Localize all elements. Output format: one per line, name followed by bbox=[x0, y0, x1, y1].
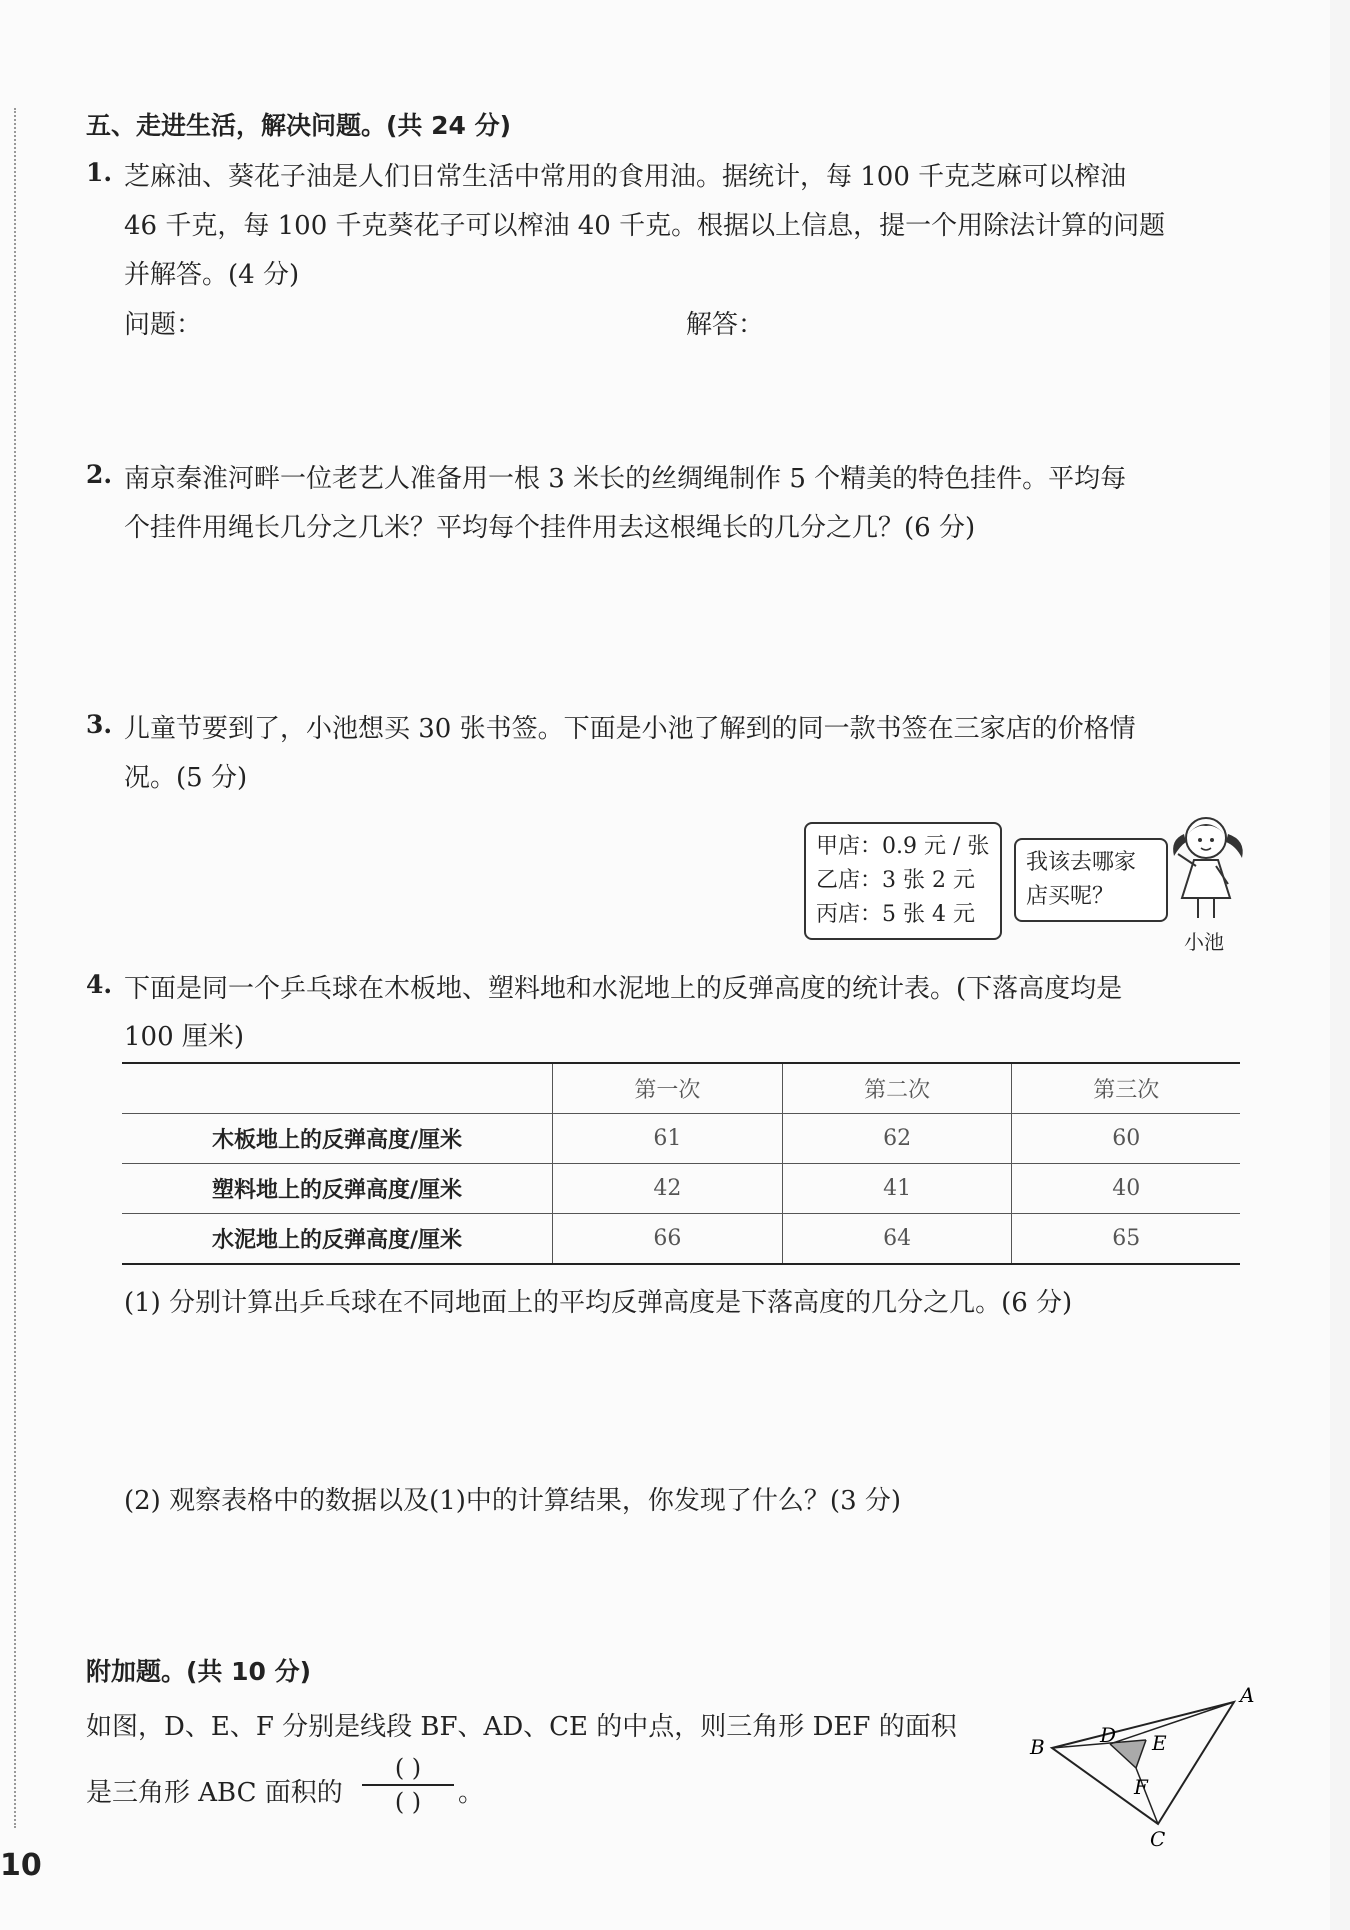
point-d-label: D bbox=[1100, 1723, 1117, 1747]
row-label: 塑料地上的反弹高度/厘米 bbox=[122, 1164, 553, 1214]
table-cell: 65 bbox=[1012, 1214, 1240, 1265]
fraction-numerator-blank: ( ) bbox=[394, 1754, 422, 1782]
speech-line2: 店买呢？ bbox=[1026, 884, 1115, 910]
q4-line2: 100 厘米) bbox=[124, 1022, 245, 1052]
section-title: 五、走进生活，解决问题。(共 24 分) bbox=[86, 111, 512, 140]
table-cell: 60 bbox=[1012, 1114, 1240, 1164]
table-row bbox=[122, 1164, 1240, 1214]
q2-line1: 南京秦淮河畔一位老艺人准备用一根 3 米长的丝绸绳制作 5 个精美的特色挂件。平均每 bbox=[124, 464, 1127, 494]
speech-line1: 我该去哪家 bbox=[1026, 850, 1137, 875]
q4-sub2: (2) 观察表格中的数据以及(1)中的计算结果，你发现了什么？(3 分) bbox=[124, 1486, 902, 1516]
triangle-abc bbox=[1052, 1702, 1234, 1824]
vertex-b-label: B bbox=[1030, 1735, 1045, 1759]
q1-line3: 并解答。(4 分) bbox=[124, 260, 300, 290]
price-shop-b: 乙店：3 张 2 元 bbox=[816, 868, 975, 894]
price-shop-a: 甲店：0.9 元 / 张 bbox=[816, 834, 990, 859]
q1-question-label: 问题： bbox=[124, 310, 203, 340]
table-row bbox=[122, 1114, 1240, 1164]
bonus-title: 附加题。(共 10 分) bbox=[86, 1657, 312, 1686]
q4-number: 4. bbox=[86, 970, 113, 999]
vertex-c-label: C bbox=[1150, 1827, 1166, 1848]
triangle-diagram bbox=[1010, 1684, 1256, 1848]
table-cell: 42 bbox=[553, 1164, 783, 1214]
vertex-a-label: A bbox=[1240, 1684, 1255, 1707]
table-cell: 40 bbox=[1012, 1164, 1240, 1214]
price-card bbox=[804, 822, 1002, 940]
table-header-cell: 第三次 bbox=[1012, 1063, 1240, 1114]
table-cell: 41 bbox=[782, 1164, 1012, 1214]
bonus-line1: 如图，D、E、F 分别是线段 BF、AD、CE 的中点，则三角形 DEF 的面积 bbox=[86, 1712, 957, 1742]
q1-answer-label: 解答： bbox=[686, 310, 765, 340]
q3-line1: 儿童节要到了，小池想买 30 张书签。下面是小池了解到的同一款书签在三家店的价格情 bbox=[124, 714, 1136, 744]
q1-line1: 芝麻油、葵花子油是人们日常生活中常用的食用油。据统计，每 100 千克芝麻可以榨油 bbox=[124, 162, 1127, 192]
answer-fraction bbox=[362, 1754, 454, 1816]
price-shop-c: 丙店：5 张 4 元 bbox=[816, 902, 975, 928]
fraction-bar bbox=[362, 1784, 454, 1786]
table-header-cell: 第一次 bbox=[553, 1063, 783, 1114]
girl-name-label: 小池 bbox=[1184, 930, 1224, 954]
fraction-denominator-blank: ( ) bbox=[394, 1788, 422, 1816]
girl-illustration bbox=[1156, 806, 1256, 930]
q4-sub1: (1) 分别计算出乒乓球在不同地面上的平均反弹高度是下落高度的几分之几。(6 分) bbox=[124, 1288, 1073, 1318]
table-cell: 66 bbox=[553, 1214, 783, 1265]
table-header-cell: 第二次 bbox=[782, 1063, 1012, 1114]
page-number: 10 bbox=[0, 1848, 42, 1883]
table-cell: 61 bbox=[553, 1114, 783, 1164]
row-label: 木板地上的反弹高度/厘米 bbox=[122, 1114, 553, 1164]
bonus-end-mark: 。 bbox=[458, 1778, 485, 1808]
point-f-label: F bbox=[1134, 1775, 1148, 1799]
table-header-cell bbox=[122, 1063, 553, 1114]
q1-number: 1. bbox=[86, 158, 113, 187]
speech-bubble bbox=[1014, 838, 1168, 922]
table-row bbox=[122, 1214, 1240, 1265]
table-header-row bbox=[122, 1063, 1240, 1114]
table-cell: 64 bbox=[782, 1214, 1012, 1265]
q4-line1: 下面是同一个乒乓球在木板地、塑料地和水泥地上的反弹高度的统计表。(下落高度均是 bbox=[124, 974, 1123, 1004]
binding-dotted-line bbox=[14, 108, 16, 1828]
q1-line2: 46 千克，每 100 千克葵花子可以榨油 40 千克。根据以上信息，提一个用除法计算的问题 bbox=[124, 211, 1166, 241]
point-e-label: E bbox=[1152, 1731, 1167, 1755]
row-label: 水泥地上的反弹高度/厘米 bbox=[122, 1214, 553, 1265]
bounce-height-table bbox=[122, 1062, 1240, 1265]
q2-number: 2. bbox=[86, 460, 113, 489]
table-cell: 62 bbox=[782, 1114, 1012, 1164]
q3-line2: 况。(5 分) bbox=[124, 763, 248, 793]
q3-number: 3. bbox=[86, 710, 113, 739]
bonus-line2: 是三角形 ABC 面积的 bbox=[86, 1778, 343, 1808]
q2-line2: 个挂件用绳长几分之几米？平均每个挂件用去这根绳长的几分之几？(6 分) bbox=[124, 513, 976, 543]
